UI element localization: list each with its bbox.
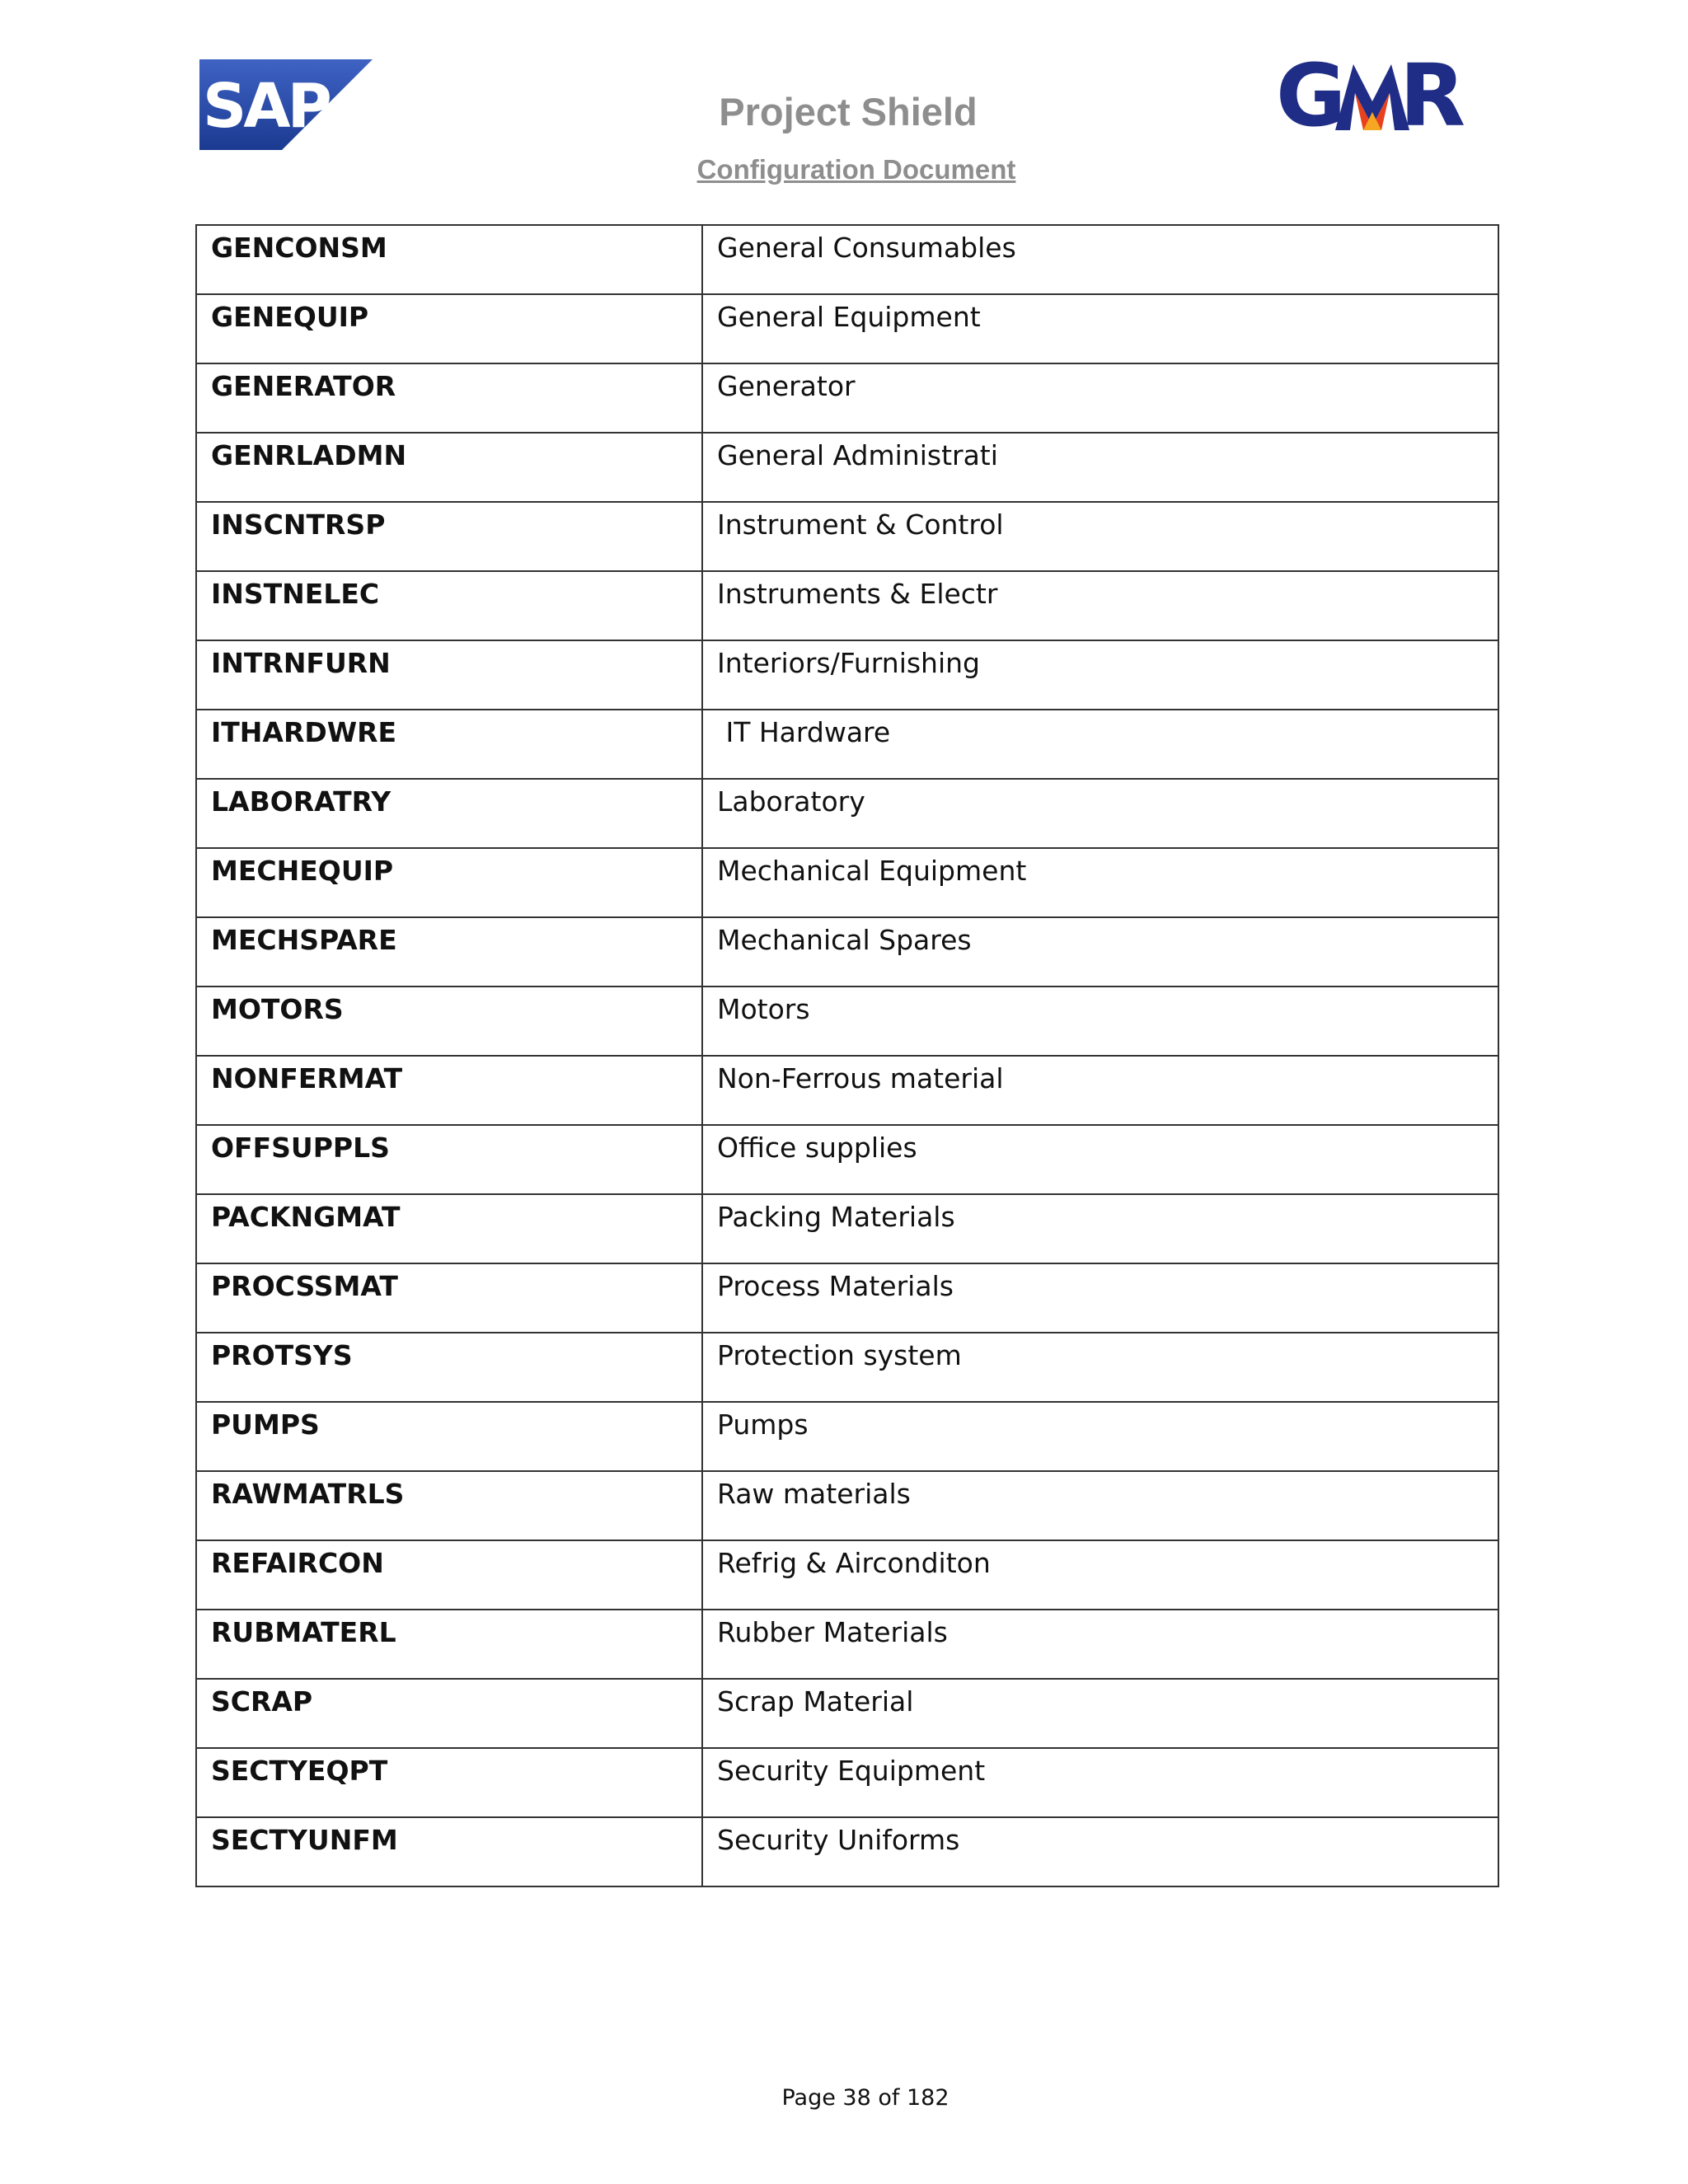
material-group-code-cell <box>196 1333 702 1402</box>
material-group-code: SECTYEQPT <box>211 1755 388 1787</box>
material-group-code: MECHEQUIP <box>211 855 394 887</box>
material-group-code: GENEQUIP <box>211 301 369 333</box>
table-row <box>196 848 1498 917</box>
table-row <box>196 1817 1498 1886</box>
config-table-body <box>196 225 1498 1886</box>
table-row <box>196 1540 1498 1610</box>
material-group-code: SCRAP <box>211 1685 313 1718</box>
material-group-description-cell <box>702 848 1498 917</box>
material-group-code: NONFERMAT <box>211 1062 403 1094</box>
material-group-description-cell <box>702 1679 1498 1748</box>
material-group-code-cell <box>196 1540 702 1610</box>
material-group-code-cell <box>196 433 702 502</box>
material-group-description: Non-Ferrous material <box>717 1062 1004 1094</box>
table-row <box>196 1679 1498 1748</box>
material-group-code: PROTSYS <box>211 1339 353 1371</box>
material-group-code-cell <box>196 1471 702 1540</box>
material-group-code-cell <box>196 917 702 987</box>
material-group-code-cell <box>196 1056 702 1125</box>
table-row <box>196 1263 1498 1333</box>
page-number: Page 38 of 182 <box>781 2085 950 2111</box>
material-group-description: Refrig & Airconditon <box>717 1547 991 1579</box>
table-row <box>196 710 1498 779</box>
material-group-description: Generator <box>717 370 856 402</box>
material-group-description: Pumps <box>717 1408 809 1441</box>
material-group-code-cell <box>196 225 702 294</box>
material-group-code-cell <box>196 294 702 363</box>
table-row <box>196 779 1498 848</box>
material-group-code-cell <box>196 363 702 433</box>
gmr-logo: G R <box>1276 45 1463 146</box>
material-group-code: GENCONSM <box>211 232 387 264</box>
material-group-code: MOTORS <box>211 993 344 1025</box>
material-group-description: Packing Materials <box>717 1201 955 1233</box>
material-group-code-cell <box>196 1402 702 1471</box>
table-row <box>196 1748 1498 1817</box>
material-group-code: INTRNFURN <box>211 647 391 679</box>
material-group-code: PROCSSMAT <box>211 1270 398 1302</box>
material-group-description-cell <box>702 1817 1498 1886</box>
material-group-code: GENERATOR <box>211 370 396 402</box>
material-group-description-cell <box>702 1125 1498 1194</box>
table-row <box>196 294 1498 363</box>
material-group-code-cell <box>196 710 702 779</box>
material-group-description-cell <box>702 1263 1498 1333</box>
material-group-description: Rubber Materials <box>717 1616 948 1648</box>
material-group-code: OFFSUPPLS <box>211 1132 390 1164</box>
page-header <box>0 0 1688 214</box>
material-group-description-cell <box>702 1471 1498 1540</box>
table-row <box>196 1125 1498 1194</box>
material-group-description: Motors <box>717 993 810 1025</box>
material-group-description-cell <box>702 1540 1498 1610</box>
material-group-code: INSTNELEC <box>211 578 380 610</box>
material-group-description-cell <box>702 294 1498 363</box>
material-group-description-cell <box>702 1402 1498 1471</box>
material-group-description: General Equipment <box>717 301 981 333</box>
table-row <box>196 571 1498 640</box>
material-group-code: GENRLADMN <box>211 439 407 471</box>
table-row <box>196 363 1498 433</box>
table-row <box>196 1610 1498 1679</box>
material-group-description-cell <box>702 1333 1498 1402</box>
material-group-description: Scrap Material <box>717 1685 914 1718</box>
table-row <box>196 1333 1498 1402</box>
table-row <box>196 987 1498 1056</box>
material-group-description: Security Uniforms <box>717 1824 960 1856</box>
material-group-code-cell <box>196 1610 702 1679</box>
material-group-description: Protection system <box>717 1339 962 1371</box>
material-group-description: IT Hardware <box>717 716 891 748</box>
material-group-code-cell <box>196 1679 702 1748</box>
material-group-code: PUMPS <box>211 1408 320 1441</box>
page-title: Project Shield <box>719 90 978 134</box>
material-group-table <box>195 224 1499 1887</box>
gmr-m-icon <box>1335 64 1409 130</box>
material-group-code: LABORATRY <box>211 785 392 818</box>
material-group-description-cell <box>702 987 1498 1056</box>
material-group-description-cell <box>702 1610 1498 1679</box>
material-group-code-cell <box>196 640 702 710</box>
page-subtitle: Configuration Document <box>696 154 1016 185</box>
material-group-code-cell <box>196 779 702 848</box>
material-group-description-cell <box>702 1748 1498 1817</box>
table-row <box>196 1194 1498 1263</box>
material-group-description-cell <box>702 640 1498 710</box>
table-row <box>196 1402 1498 1471</box>
material-group-code-cell <box>196 1194 702 1263</box>
material-group-description: Instrument & Control <box>717 509 1004 541</box>
material-group-code-cell <box>196 502 702 571</box>
material-group-code: REFAIRCON <box>211 1547 384 1579</box>
svg-text:SAP: SAP <box>203 71 329 142</box>
material-group-code-cell <box>196 1125 702 1194</box>
config-table <box>195 224 1499 1887</box>
table-row <box>196 1056 1498 1125</box>
material-group-code-cell <box>196 848 702 917</box>
material-group-description: Security Equipment <box>717 1755 986 1787</box>
material-group-description-cell <box>702 225 1498 294</box>
material-group-description: Office supplies <box>717 1132 917 1164</box>
material-group-description-cell <box>702 502 1498 571</box>
table-row <box>196 502 1498 571</box>
table-row <box>196 917 1498 987</box>
material-group-description-cell <box>702 571 1498 640</box>
material-group-description-cell <box>702 433 1498 502</box>
material-group-code: RAWMATRLS <box>211 1478 405 1510</box>
material-group-description: Interiors/Furnishing <box>717 647 980 679</box>
material-group-description-cell <box>702 1056 1498 1125</box>
table-row <box>196 640 1498 710</box>
material-group-description: Mechanical Spares <box>717 924 972 956</box>
material-group-code-cell <box>196 571 702 640</box>
material-group-code-cell <box>196 1817 702 1886</box>
material-group-description-cell <box>702 779 1498 848</box>
material-group-description: Laboratory <box>717 785 865 818</box>
table-row <box>196 1471 1498 1540</box>
material-group-description-cell <box>702 363 1498 433</box>
material-group-code: PACKNGMAT <box>211 1201 401 1233</box>
material-group-code: INSCNTRSP <box>211 509 386 541</box>
material-group-code-cell <box>196 1263 702 1333</box>
material-group-code: ITHARDWRE <box>211 716 397 748</box>
table-row <box>196 225 1498 294</box>
material-group-description: Instruments & Electr <box>717 578 998 610</box>
material-group-description-cell <box>702 917 1498 987</box>
material-group-description-cell <box>702 1194 1498 1263</box>
material-group-code-cell <box>196 1748 702 1817</box>
material-group-description: Process Materials <box>717 1270 954 1302</box>
table-row <box>196 433 1498 502</box>
material-group-description: Mechanical Equipment <box>717 855 1027 887</box>
material-group-description: General Administrati <box>717 439 998 471</box>
material-group-description: General Consumables <box>717 232 1016 264</box>
material-group-description-cell <box>702 710 1498 779</box>
material-group-code: SECTYUNFM <box>211 1824 398 1856</box>
material-group-code: MECHSPARE <box>211 924 397 956</box>
material-group-description: Raw materials <box>717 1478 911 1510</box>
material-group-code-cell <box>196 987 702 1056</box>
material-group-code: RUBMATERL <box>211 1616 396 1648</box>
